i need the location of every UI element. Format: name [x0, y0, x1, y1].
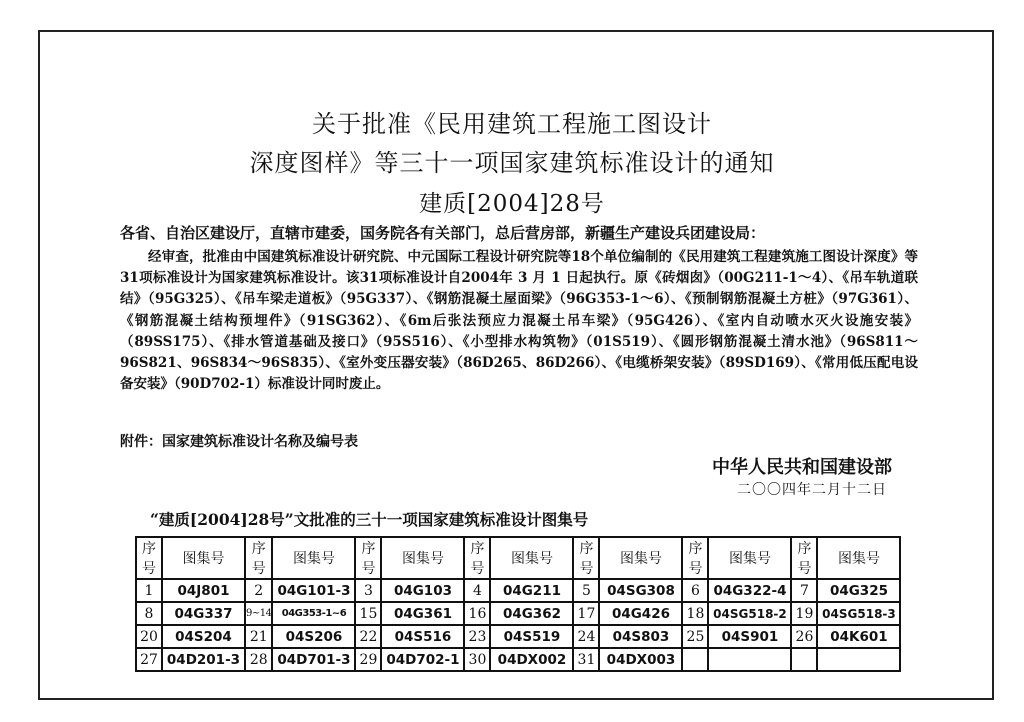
atlas-code: 04S204 — [162, 625, 245, 648]
atlas-code: 04S516 — [381, 625, 464, 648]
row-num: 19 — [791, 602, 817, 625]
header-num: 序号 — [355, 537, 381, 579]
atlas-code: 04G426 — [599, 602, 682, 625]
row-num: 24 — [573, 625, 599, 648]
header-code: 图集号 — [272, 537, 355, 579]
atlas-code: 04SG308 — [599, 579, 682, 602]
addressee: 各省、自治区建设厅，直辖市建委，国务院各有关部门，总后营房部，新疆生产建设兵团建设局： — [120, 224, 766, 242]
row-num — [682, 648, 708, 671]
row-num — [791, 648, 817, 671]
atlas-code: 04D701-3 — [272, 648, 355, 671]
row-num: 6 — [682, 579, 708, 602]
header-num: 序号 — [791, 537, 817, 579]
row-num: 7 — [791, 579, 817, 602]
header-num: 序号 — [573, 537, 599, 579]
atlas-code: 04G362 — [490, 602, 573, 625]
atlas-code — [817, 648, 900, 671]
atlas-code: 04G322-4 — [708, 579, 791, 602]
atlas-code: 04K601 — [817, 625, 900, 648]
atlas-code: 04G325 — [817, 579, 900, 602]
row-num: 1 — [136, 579, 162, 602]
atlas-code: 04S206 — [272, 625, 355, 648]
atlas-code: 04S519 — [490, 625, 573, 648]
row-num: 30 — [464, 648, 490, 671]
header-code: 图集号 — [162, 537, 245, 579]
row-num: 31 — [573, 648, 599, 671]
document-number: 建质[2004]28号 — [419, 191, 605, 217]
atlas-number-table — [135, 536, 901, 672]
table-row — [136, 648, 900, 671]
row-num: 23 — [464, 625, 490, 648]
table-title: “建质[2004]28号”文批准的三十一项国家建筑标准设计图集号 — [150, 510, 589, 529]
header-num: 序号 — [682, 537, 708, 579]
atlas-code: 04S803 — [599, 625, 682, 648]
issuing-department: 中华人民共和国建设部 — [712, 457, 892, 478]
table-row — [136, 579, 900, 602]
atlas-code: 04S901 — [708, 625, 791, 648]
row-num: 9~14 — [245, 602, 272, 625]
row-num: 22 — [355, 625, 381, 648]
atlas-code: 04G101-3 — [272, 579, 355, 602]
row-num: 21 — [245, 625, 272, 648]
atlas-code: 04D201-3 — [162, 648, 245, 671]
atlas-code: 04DX003 — [599, 648, 682, 671]
atlas-code: 04SG518-2 — [708, 602, 791, 625]
header-code: 图集号 — [708, 537, 791, 579]
row-num: 4 — [464, 579, 490, 602]
row-num: 25 — [682, 625, 708, 648]
header-code: 图集号 — [381, 537, 464, 579]
row-num: 8 — [136, 602, 162, 625]
row-num: 20 — [136, 625, 162, 648]
header-code: 图集号 — [817, 537, 900, 579]
row-num: 17 — [573, 602, 599, 625]
attachment-note: 附件：国家建筑标准设计名称及编号表 — [120, 434, 358, 450]
notice-body: 经审查，批准由中国建筑标准设计研究院、中元国际工程设计研究院等18个单位编制的《民用建筑工程建筑施工图设计深度》等31项标准设计为国家建筑标准设计。该31项标准设计自2004年 3 月 1 日起执行。原《砖烟囱》（00G211-1～4）、《吊车轨道联结》（95G325）、《吊车梁走道板》（95G337）、《钢筋混凝土屋面梁》（96G353-1～6）、《预制钢筋混凝土方桩》（97G361）、《钢筋混凝土结构预埋件》（91SG362）、《6m后张法预应力混凝土吊车梁》（95G426）、《室内自动喷水灭火设施安装》（89SS175）、《排水管道基础及接口》（95S516）、《小型排水构筑物》（01S519）、《圆形钢筋混凝土清水池》（96S811～96S821、96S834～96S835）、《室外变压器安装》（86D265、86D266）、《电缆桥架安装》（89SD169）、《常用低压配电设备安装》（90D702-1）标准设计同时废止。 — [120, 249, 918, 393]
row-num: 2 — [245, 579, 272, 602]
atlas-code: 04G353-1~6 — [272, 602, 355, 625]
row-num: 28 — [245, 648, 272, 671]
row-num: 3 — [355, 579, 381, 602]
atlas-code: 04G103 — [381, 579, 464, 602]
table-header-row — [136, 537, 900, 579]
atlas-code: 04DX002 — [490, 648, 573, 671]
atlas-code: 04G211 — [490, 579, 573, 602]
row-num: 29 — [355, 648, 381, 671]
atlas-code — [708, 648, 791, 671]
row-num: 15 — [355, 602, 381, 625]
issue-date: 二〇〇四年二月十二日 — [737, 482, 887, 498]
atlas-code: 04J801 — [162, 579, 245, 602]
header-code: 图集号 — [599, 537, 682, 579]
row-num: 27 — [136, 648, 162, 671]
atlas-code: 04SG518-3 — [817, 602, 900, 625]
title-line-2: 深度图样》等三十一项国家建筑标准设计的通知 — [249, 149, 775, 177]
row-num: 18 — [682, 602, 708, 625]
atlas-code: 04G361 — [381, 602, 464, 625]
header-num: 序号 — [464, 537, 490, 579]
header-code: 图集号 — [490, 537, 573, 579]
row-num: 26 — [791, 625, 817, 648]
row-num: 5 — [573, 579, 599, 602]
title-line-1: 关于批准《民用建筑工程施工图设计 — [312, 110, 712, 138]
table-row — [136, 625, 900, 648]
atlas-code: 04D702-1 — [381, 648, 464, 671]
atlas-code: 04G337 — [162, 602, 245, 625]
row-num: 16 — [464, 602, 490, 625]
header-num: 序号 — [245, 537, 272, 579]
table-row — [136, 602, 900, 625]
header-num: 序号 — [136, 537, 162, 579]
